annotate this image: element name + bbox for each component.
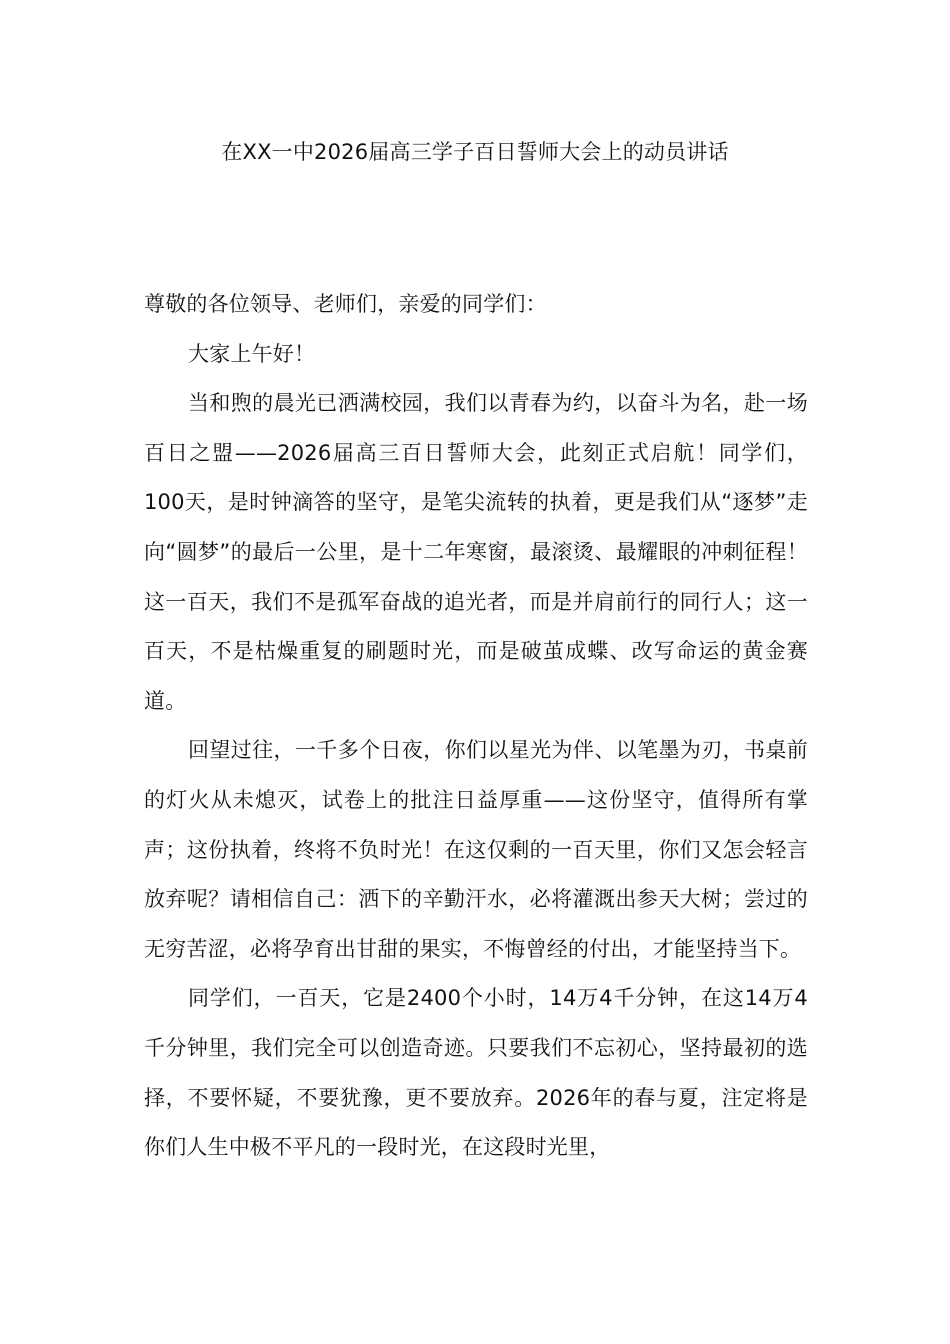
document-title: 在XX一中2026届高三学子百日誓师大会上的动员讲话 <box>221 140 729 164</box>
greeting: 大家上午好！ <box>188 341 316 366</box>
paragraph-2: 回望过往，一千多个日夜，你们以星光为伴、以笔墨为刃，书桌前的灯火从未熄灭，试卷上的批注日益厚重——这份坚守，值得所有掌声；这份执着，终将不负时光！在这仅剩的一百天里，你们又怎会轻言放弃呢？请相信自己：洒下的辛勤汗水，必将灌溉出参天大树；尝过的无穷苦涩，必将孕育出甘甜的果实，不悔曾经的付出，才能坚持当下。 <box>144 738 808 961</box>
document-body <box>144 280 808 1173</box>
paragraph-1: 当和煦的晨光已洒满校园，我们以青春为约，以奋斗为名，赴一场百日之盟——2026届高三百日誓师大会，此刻正式启航！同学们，100天，是时钟滴答的坚守，是笔尖流转的执着，更是我们从“逐梦”走向“圆梦”的最后一公里，是十二年寒窗，最滚烫、最耀眼的冲刺征程！这一百天，我们不是孤军奋战的追光者，而是并肩前行的同行人；这一百天，不是枯燥重复的刷题时光，而是破茧成蝶、改写命运的黄金赛道。 <box>144 391 808 713</box>
paragraph-3: 同学们，一百天，它是2400个小时，14万4千分钟，在这14万4千分钟里，我们完全可以创造奇迹。只要我们不忘初心，坚持最初的选择，不要怀疑，不要犹豫，更不要放弃。2026年的春与夏，注定将是你们人生中极不平凡的一段时光，在这段时光里， <box>144 986 808 1160</box>
salutation: 尊敬的各位领导、老师们，亲爱的同学们： <box>144 292 547 316</box>
